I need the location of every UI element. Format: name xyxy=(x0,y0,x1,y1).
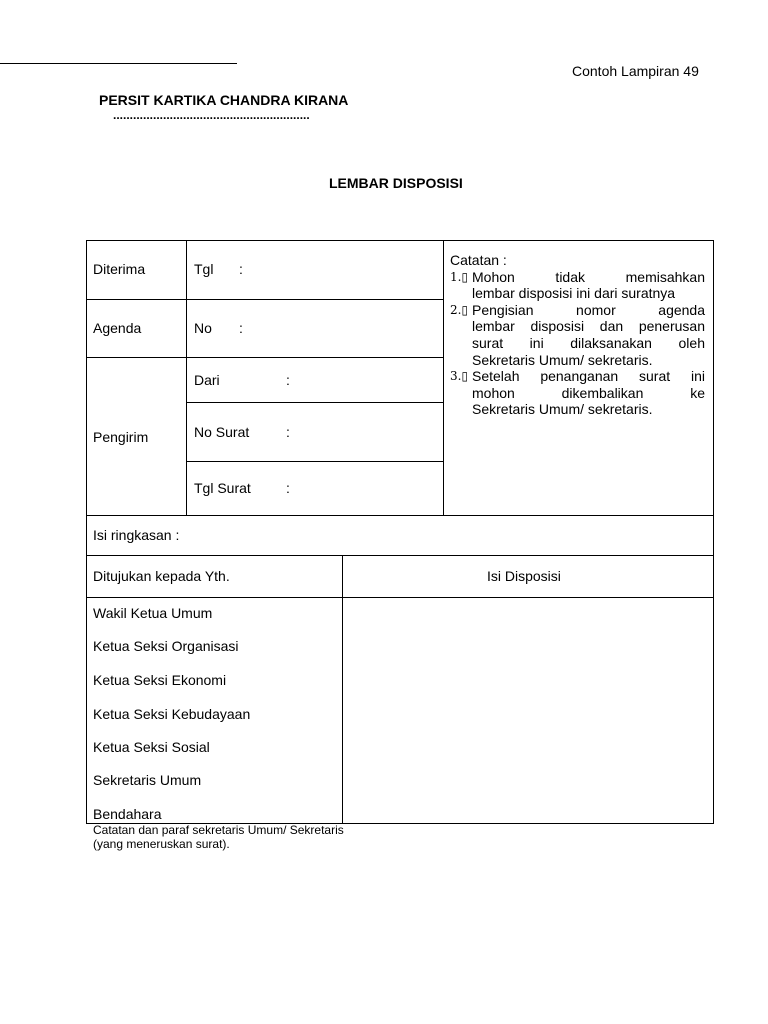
note-line: Sekretaris Umum/ sekretaris. xyxy=(472,351,653,368)
pengirim-label: Pengirim xyxy=(93,429,149,445)
note-line: Sekretaris Umum/ sekretaris. xyxy=(472,401,653,418)
recipient-ketua-seksi-ekonomi: Ketua Seksi Ekonomi xyxy=(93,672,227,688)
tgl-surat-label: Tgl Surat xyxy=(194,480,251,496)
tgl-colon: : xyxy=(239,261,243,277)
divider-upper-section xyxy=(86,515,714,516)
table-border-left xyxy=(86,240,87,824)
divider-label-col xyxy=(186,240,187,516)
tgl-surat-colon: : xyxy=(286,480,290,496)
organization-name: PERSIT KARTIKA CHANDRA KIRANA xyxy=(99,92,349,108)
isi-ringkasan-label: Isi ringkasan : xyxy=(93,527,180,543)
form-title: LEMBAR DISPOSISI xyxy=(329,175,463,191)
recipient-wakil-ketua-umum: Wakil Ketua Umum xyxy=(93,605,213,621)
no-field[interactable] xyxy=(250,315,435,341)
note-number: 3.▯ xyxy=(450,369,469,384)
top-rule xyxy=(0,63,237,64)
note-line: lembar disposisi dan penerusan xyxy=(472,318,705,335)
note-number: 1.▯ xyxy=(450,269,469,284)
divider-disposisi-header xyxy=(86,597,714,598)
dari-colon: : xyxy=(286,372,290,388)
note-line: lembar disposisi ini dari suratnya xyxy=(472,285,676,302)
isi-disposisi-field[interactable] xyxy=(350,603,706,817)
no-colon: : xyxy=(239,320,243,336)
recipient-ketua-seksi-kebudayaan: Ketua Seksi Kebudayaan xyxy=(93,706,251,722)
table-border-top xyxy=(86,240,714,241)
isi-disposisi-label: Isi Disposisi xyxy=(487,568,561,584)
dari-label: Dari xyxy=(194,372,220,388)
divider-disposisi-col xyxy=(342,555,343,823)
recipient-bendahara: Bendahara xyxy=(93,806,162,822)
table-border-right xyxy=(713,240,714,824)
note-item-2 xyxy=(450,302,705,368)
dari-field[interactable] xyxy=(296,366,436,392)
note-number: 2.▯ xyxy=(450,302,469,317)
note-line: Mohon tidak memisahkan xyxy=(472,268,705,285)
notes-title: Catatan : xyxy=(450,252,507,268)
footer-note-line-2: (yang meneruskan surat). xyxy=(93,837,230,851)
ditujukan-label: Ditujukan kepada Yth. xyxy=(93,568,230,584)
note-line: Setelah penanganan surat ini xyxy=(472,368,705,385)
recipient-ketua-seksi-organisasi: Ketua Seksi Organisasi xyxy=(93,638,239,654)
no-surat-colon: : xyxy=(286,424,290,440)
divider-row-nosurat xyxy=(186,461,444,462)
footer-note-line-1: Catatan dan paraf sekretaris Umum/ Sekretaris xyxy=(93,823,344,837)
divider-ringkasan xyxy=(86,555,714,556)
tgl-field[interactable] xyxy=(250,256,435,282)
note-line: mohon dikembalikan ke xyxy=(472,384,705,401)
note-item-1 xyxy=(450,269,705,302)
isi-ringkasan-field[interactable] xyxy=(200,520,705,550)
agenda-label: Agenda xyxy=(93,320,142,336)
divider-row-agenda xyxy=(86,357,444,358)
organization-dotted-line: ........................................................... xyxy=(113,108,310,122)
divider-row-diterima xyxy=(86,299,444,300)
lampiran-label: Contoh Lampiran 49 xyxy=(572,63,699,79)
diterima-label: Diterima xyxy=(93,261,146,277)
tgl-label: Tgl xyxy=(194,261,214,277)
note-item-3 xyxy=(450,368,705,418)
recipient-sekretaris-umum: Sekretaris Umum xyxy=(93,772,202,788)
tgl-surat-field[interactable] xyxy=(296,474,436,500)
no-label: No xyxy=(194,320,212,336)
no-surat-label: No Surat xyxy=(194,424,250,440)
divider-notes-col xyxy=(443,240,444,516)
divider-row-dari xyxy=(186,402,444,403)
no-surat-field[interactable] xyxy=(296,418,436,444)
note-line: surat ini dilaksanakan oleh xyxy=(472,334,705,351)
note-line: Pengisian nomor agenda xyxy=(472,301,705,318)
notes-box xyxy=(450,252,705,418)
recipient-ketua-seksi-sosial: Ketua Seksi Sosial xyxy=(93,739,210,755)
